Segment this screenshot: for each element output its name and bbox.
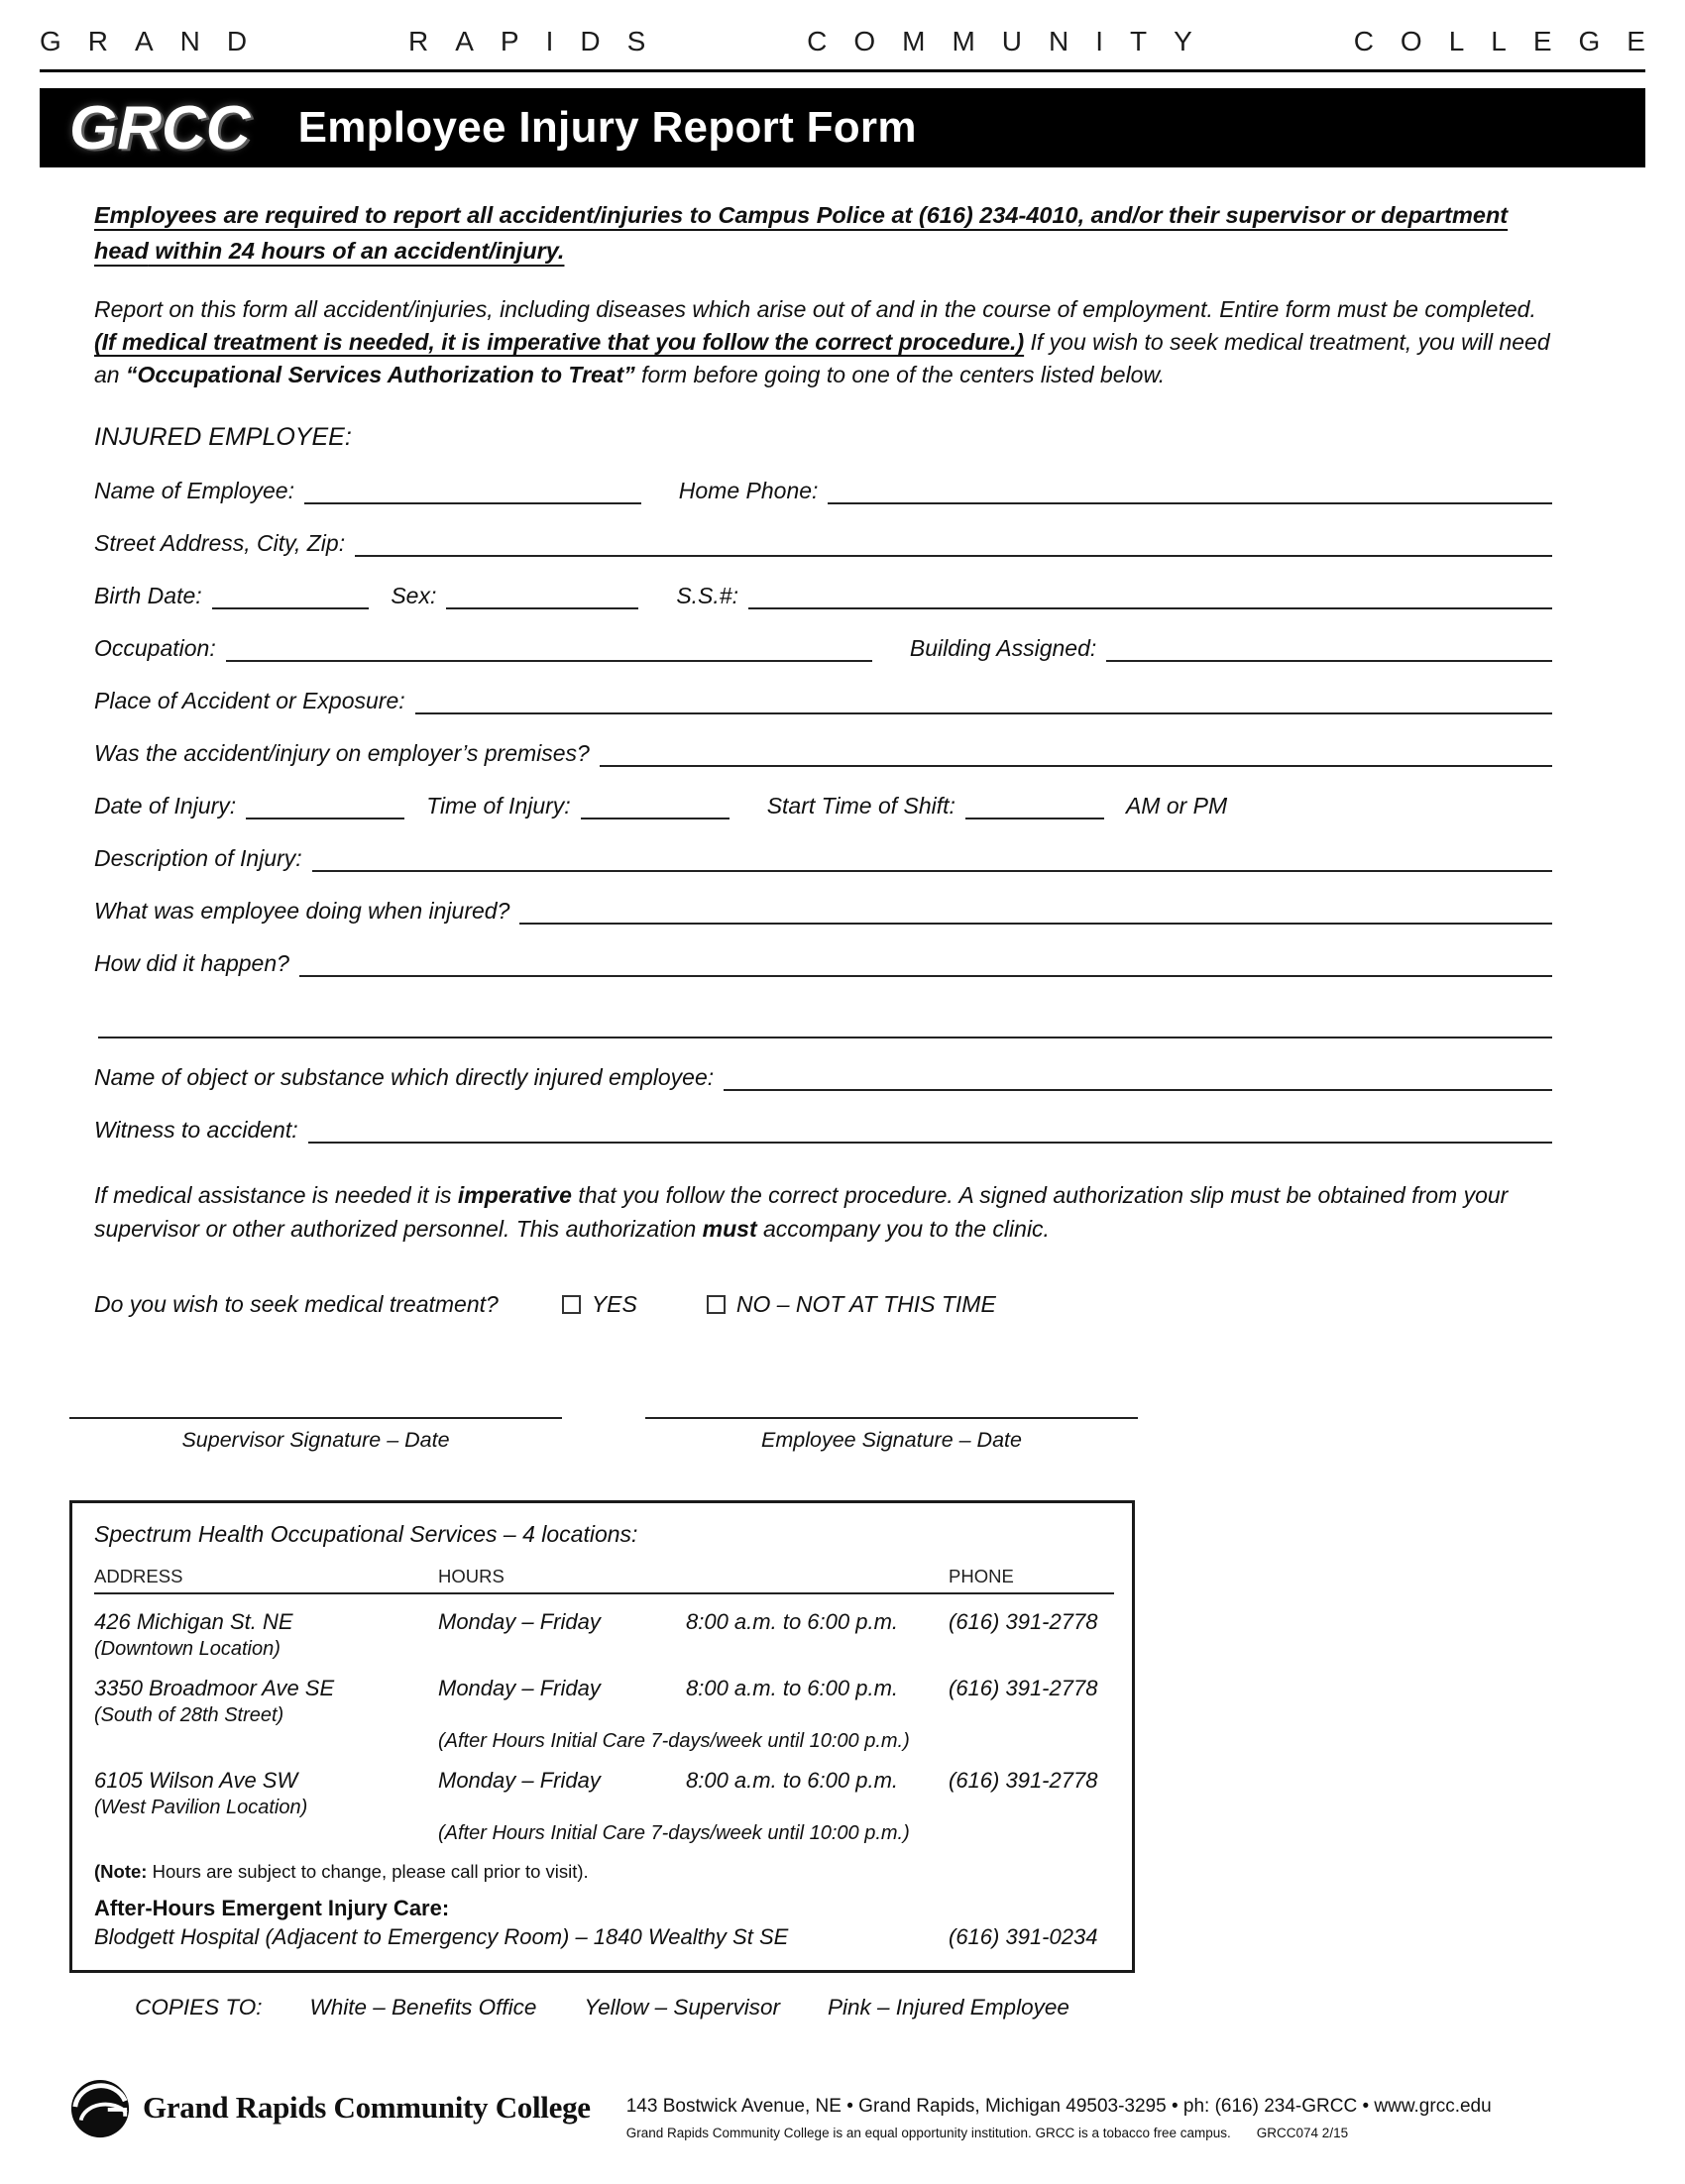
location-after-hours: (After Hours Initial Care 7-days/week until 10:00 p.m.) (438, 1822, 910, 1845)
grcc-logo-text: GRCC (69, 93, 251, 163)
location-after-hours: (After Hours Initial Care 7-days/week until 10:00 p.m.) (438, 1730, 910, 1753)
form-row-witness (94, 1116, 1556, 1144)
footer-address-line: 143 Bostwick Avenue, NE • Grand Rapids, Michigan 49503-3295 • ph: (616) 234-GRCC • www.grcc.edu (625, 2096, 1492, 2118)
employee-doing-label: What was employee doing when injured? (94, 897, 510, 924)
birth-date-label: Birth Date: (94, 582, 202, 608)
witness-label: Witness to accident: (94, 1116, 298, 1143)
no-label: NO – NOT AT THIS TIME (735, 1291, 996, 1318)
object-substance-label: Name of object or substance which directly injured employee: (94, 1063, 715, 1090)
locations-title: Spectrum Health Occupational Services – 4 locations: (94, 1521, 638, 1548)
no-option (707, 1291, 996, 1318)
treatment-question-label: Do you wish to seek medical treatment? (94, 1291, 499, 1318)
form-row-address (94, 529, 1556, 557)
building-assigned-field[interactable] (1106, 634, 1552, 662)
footer-college-name: Grand Rapids Community College (143, 2090, 591, 2126)
birth-date-field[interactable] (212, 582, 370, 609)
object-substance-field[interactable] (724, 1063, 1552, 1091)
grcc-seal-icon (69, 2078, 131, 2144)
note-text: Hours are subject to change, please call prior to visit). (147, 1861, 589, 1883)
location-row (94, 1768, 1114, 1845)
location-phone: (616) 391-2778 (949, 1676, 1098, 1701)
instructions-text: form before going to one of the centers listed below. (634, 362, 1166, 388)
after-hours-hospital (94, 1924, 949, 1950)
location-row (94, 1609, 1114, 1661)
yes-option (562, 1291, 637, 1318)
form-content (40, 197, 1645, 2144)
medical-assistance-paragraph (94, 1179, 1556, 1246)
locations-table-header (94, 1566, 1114, 1594)
page-footer (69, 2078, 1556, 2144)
occupation-field[interactable] (226, 634, 872, 662)
form-row-continuation (94, 1011, 1556, 1038)
home-phone-label: Home Phone: (678, 477, 819, 503)
medical-text: that you follow the correct procedure. A signed authorization slip must be obtained from your supervisor or other authorized personnel. This authorization (94, 1182, 1509, 1242)
notice-text: within 24 hours of an accident/injury. (148, 238, 565, 265)
form-row-description (94, 844, 1556, 872)
notice-text: Employees are required to report all accident/injuries to (94, 202, 719, 228)
after-hours-care-heading: After-Hours Emergent Injury Care: (94, 1896, 450, 1921)
ssn-label: S.S.#: (676, 582, 738, 608)
form-row-object (94, 1063, 1556, 1091)
signature-section (69, 1417, 1556, 1453)
college-word: COMMUNITY (807, 26, 1219, 56)
hours-column-header: HOURS (438, 1566, 505, 1587)
instructions-text: Report on this form all accident/injuries, including diseases which arise out of and in the course of employment. Entire form must be completed. (94, 295, 1536, 322)
location-row (94, 1676, 1114, 1753)
continuation-field[interactable] (98, 1011, 1552, 1038)
phone-column-header: PHONE (949, 1566, 1014, 1587)
form-title: Employee Injury Report Form (297, 103, 917, 152)
treatment-question-row (94, 1291, 1556, 1318)
notice-emphasis: Campus Police at (616) 234-4010, and/or their supervisor or department head (94, 202, 1509, 265)
premises-field[interactable] (600, 739, 1552, 767)
address-column-header: ADDRESS (94, 1566, 183, 1587)
location-time: 8:00 a.m. to 6:00 p.m. (686, 1676, 899, 1701)
date-of-injury-label: Date of Injury: (94, 792, 237, 819)
sex-field[interactable] (446, 582, 638, 609)
instructions-authorization-emphasis: “Occupational Services Authorization to Treat” (125, 362, 635, 388)
yes-label: YES (591, 1291, 637, 1318)
no-checkbox[interactable] (707, 1295, 726, 1314)
form-row-place (94, 687, 1556, 714)
supervisor-signature-field[interactable] (69, 1417, 562, 1419)
location-days: Monday – Friday (438, 1768, 601, 1794)
equal-opportunity-statement: Grand Rapids Community College is an equal opportunity institution. GRCC is a tobacco free campus. (625, 2126, 1231, 2141)
medical-must-emphasis: must (702, 1215, 757, 1242)
employee-signature-field[interactable] (645, 1417, 1138, 1419)
employee-doing-field[interactable] (519, 897, 1552, 925)
form-row-doing (94, 897, 1556, 925)
ssn-field[interactable] (748, 582, 1552, 609)
instructions-procedure-emphasis: (If medical treatment is needed, it is imperative that you follow the correct procedure.) (94, 328, 1025, 355)
premises-question-label: Was the accident/injury on employer’s premises? (94, 739, 590, 766)
name-of-employee-label: Name of Employee: (94, 477, 294, 503)
sex-label: Sex: (391, 582, 437, 608)
header-divider (40, 69, 1645, 72)
hours-time-column-spacer (686, 1566, 949, 1587)
hours-subject-to-change-note (94, 1861, 1114, 1883)
home-phone-field[interactable] (828, 477, 1552, 504)
yes-checkbox[interactable] (562, 1295, 581, 1314)
employee-signature-label: Employee Signature – Date (761, 1428, 1022, 1453)
injured-employee-heading: INJURED EMPLOYEE: (94, 423, 352, 452)
instructions-text: If you wish to seek medical treatment, you will need an (94, 328, 1550, 388)
name-of-employee-field[interactable] (304, 477, 641, 504)
how-did-it-happen-field[interactable] (299, 949, 1552, 977)
place-of-accident-field[interactable] (415, 687, 1552, 714)
street-address-field[interactable] (355, 529, 1552, 557)
location-address: 426 Michigan St. NE (94, 1609, 293, 1635)
location-phone: (616) 391-2778 (949, 1768, 1098, 1794)
occupation-label: Occupation: (94, 634, 216, 661)
copies-label: COPIES TO: (135, 1995, 263, 2020)
locations-box (69, 1500, 1135, 1973)
location-address-cell (94, 1676, 438, 1727)
street-address-label: Street Address, City, Zip: (94, 529, 346, 556)
form-row-name-phone (94, 477, 1556, 504)
location-time: 8:00 a.m. to 6:00 p.m. (686, 1609, 899, 1635)
description-of-injury-field[interactable] (312, 844, 1552, 872)
medical-imperative-emphasis: imperative (457, 1182, 572, 1209)
witness-field[interactable] (308, 1116, 1552, 1144)
after-hours-phone: (616) 391-0234 (949, 1924, 1098, 1950)
footer-contact-block (626, 2096, 1492, 2140)
location-address-note: (Downtown Location) (94, 1638, 281, 1661)
time-of-injury-label: Time of Injury: (426, 792, 571, 819)
form-row-birth-sex-ssn (94, 582, 1556, 609)
location-address-cell (94, 1609, 438, 1661)
how-did-it-happen-label: How did it happen? (94, 949, 289, 976)
location-address-note: (West Pavilion Location) (94, 1797, 308, 1819)
am-pm-label: AM or PM (1125, 792, 1228, 819)
date-of-injury-field[interactable] (246, 792, 404, 819)
copies-white: White – Benefits Office (309, 1995, 537, 2020)
footer-legal-line (626, 2126, 1492, 2140)
location-phone: (616) 391-2778 (949, 1609, 1098, 1635)
after-hours-care-row (94, 1924, 1114, 1950)
location-time: 8:00 a.m. to 6:00 p.m. (686, 1768, 899, 1794)
building-assigned-label: Building Assigned: (909, 634, 1097, 661)
copies-yellow: Yellow – Supervisor (584, 1995, 780, 2020)
supervisor-signature-block (69, 1417, 562, 1453)
hospital-name: Blodgett Hospital (94, 1924, 260, 1950)
college-word: GRAND (40, 26, 275, 56)
supervisor-signature-label: Supervisor Signature – Date (181, 1428, 450, 1453)
employee-signature-block (645, 1417, 1138, 1453)
college-word: RAPIDS (408, 26, 673, 56)
copies-distribution-line (69, 1995, 1135, 2020)
medical-text: accompany you to the clinic. (756, 1215, 1050, 1242)
location-address: 6105 Wilson Ave SW (94, 1768, 298, 1794)
copies-pink: Pink – Injured Employee (827, 1995, 1069, 2020)
shift-start-label: Start Time of Shift: (766, 792, 955, 819)
form-row-how (94, 949, 1556, 977)
location-address-cell (94, 1768, 438, 1819)
college-word: COLLEGE (1353, 26, 1672, 56)
location-address: 3350 Broadmoor Ave SE (94, 1676, 335, 1701)
college-name-header (40, 26, 1672, 57)
place-of-accident-label: Place of Accident or Exposure: (94, 687, 405, 713)
form-row-date-time-shift (94, 792, 1556, 819)
hospital-detail: (Adjacent to Emergency Room) – 1840 Wealthy St SE (259, 1924, 789, 1950)
location-days: Monday – Friday (438, 1609, 601, 1635)
shift-start-field[interactable] (965, 792, 1104, 819)
location-address-note: (South of 28th Street) (94, 1704, 284, 1727)
time-of-injury-field[interactable] (581, 792, 730, 819)
form-banner (40, 88, 1645, 167)
report-notice (94, 197, 1556, 270)
form-row-occupation-building (94, 634, 1556, 662)
medical-text: If medical assistance is needed it is (94, 1182, 458, 1209)
instructions-paragraph (94, 293, 1556, 391)
form-number: GRCC074 2/15 (1256, 2126, 1349, 2141)
note-prefix: (Note: (94, 1861, 148, 1883)
location-days: Monday – Friday (438, 1676, 601, 1701)
description-of-injury-label: Description of Injury: (94, 844, 302, 871)
form-row-premises (94, 739, 1556, 767)
